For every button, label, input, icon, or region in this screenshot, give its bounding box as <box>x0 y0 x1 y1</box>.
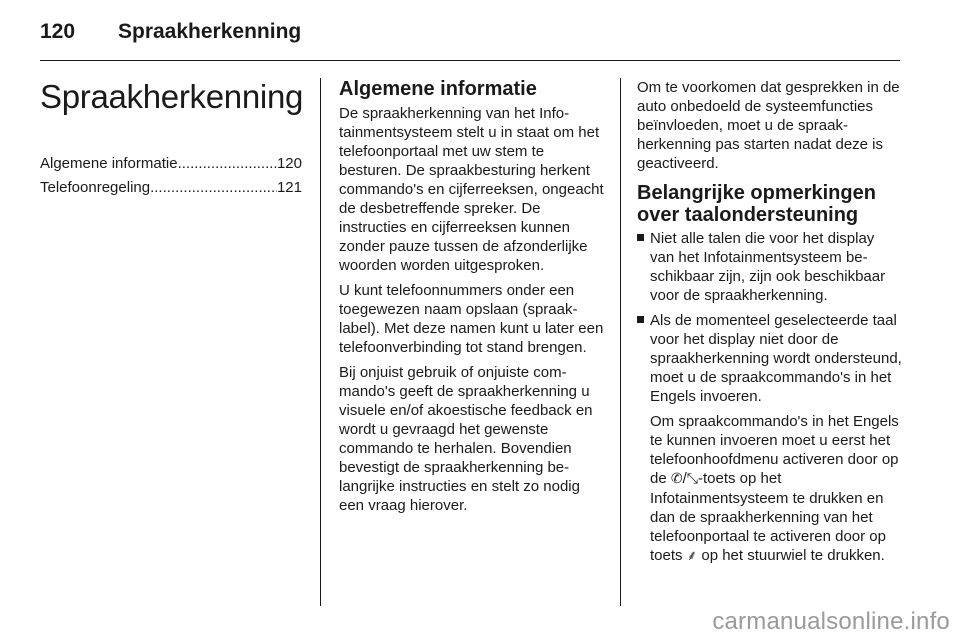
column-general-info <box>339 78 604 521</box>
sub-text-middle: -toets op het Infotainmentsysteem te drukken en dan de spraakherkenning van het telefoonportaal te activeren door op toets <box>650 470 886 564</box>
bullet-text: Niet alle talen die voor het display van het Infotainmentsysteem beschikbaar zijn, zijn ook beschikbaar voor de spraakherkenning. <box>650 230 886 304</box>
toc-entry-telefoonregeling[interactable] <box>40 176 302 200</box>
toc-label: Algemene informatie <box>40 155 178 172</box>
toc-page: 120 <box>276 155 302 172</box>
intro-paragraph: Om te voorkomen dat gesprekken in de auto onbedoeld de systeemfuncties beïnvloeden, moet u de spraakherkenning pas starten nadat deze is geactiveerd. <box>637 79 900 172</box>
section-heading-algemene-informatie: Algemene informatie <box>339 78 537 100</box>
toc-entry-algemene-informatie[interactable] <box>40 152 302 176</box>
symbol-separator: / <box>682 470 687 487</box>
square-bullet-icon <box>637 316 644 323</box>
bullet-item <box>637 229 902 305</box>
body-paragraph: U kunt telefoonnummers onder een toegewezen naam opslaan (spraaklabel). Met deze namen kunt u later een telefoonverbinding tot stand brengen. <box>339 282 604 356</box>
toc-label: Telefoonregeling <box>40 179 151 196</box>
toc-leader-dots <box>178 152 277 176</box>
bullet-item <box>637 311 902 566</box>
phone-icon: ✆ <box>670 471 683 487</box>
running-title: Spraakherkenning <box>118 20 302 43</box>
column-language-notes <box>637 78 902 572</box>
chapter-title: Spraakherkenning <box>40 78 304 115</box>
column-divider-right <box>620 78 621 606</box>
page-number: 120 <box>40 20 76 43</box>
sub-text-start: Om spraakcommando's in het Engels te kunnen invoeren moet u eerst het telefoonhoofdmenu activeren door op de <box>650 413 899 487</box>
bullet-subparagraph <box>650 412 902 566</box>
toc-page: 121 <box>276 179 302 196</box>
bullet-text: Als de momenteel geselecteerde taal voor het display niet door de spraakherkenning wordt ondersteund, moet u de spraakcommando's in het Engels invoeren. <box>650 312 902 405</box>
toc-leader-dots <box>150 176 277 200</box>
header-rule <box>40 60 900 61</box>
section-heading-taalondersteuning: Belangrijke opmerkingen over taalondersteuning <box>637 182 876 226</box>
column-divider-left <box>320 78 321 606</box>
body-paragraph: De spraakherkenning van het Infotainmentsysteem stelt u in staat om het telefoonportaal met uw stem te besturen. De spraakbesturing herkent commando's en cijferreeksen, ongeacht de desbetreffende spreker. De instructies en cijferreeksen kunnen zonder pauze tussen de afzonderlijke woorden worden uitgesproken. <box>339 105 604 274</box>
voice-control-icon: ⸙ <box>686 548 698 564</box>
sub-text-end: op het stuurwiel te drukken. <box>697 547 885 564</box>
bullet-list <box>637 229 902 566</box>
watermark: carmanualsonline.info <box>712 608 950 635</box>
body-paragraph: Bij onjuist gebruik of onjuiste commando's geeft de spraakherkenning u visuele en/of akoestische feedback en wordt u gevraagd het gewenste commando te herhalen. Bovendien bevestigt de spraakherkenning belangrijke instructies en stelt zo nodig een vraag hierover. <box>339 364 593 514</box>
column-toc <box>40 78 302 200</box>
square-bullet-icon <box>637 234 644 241</box>
page-header <box>40 20 900 60</box>
end-call-icon: ⤡ <box>686 471 698 487</box>
